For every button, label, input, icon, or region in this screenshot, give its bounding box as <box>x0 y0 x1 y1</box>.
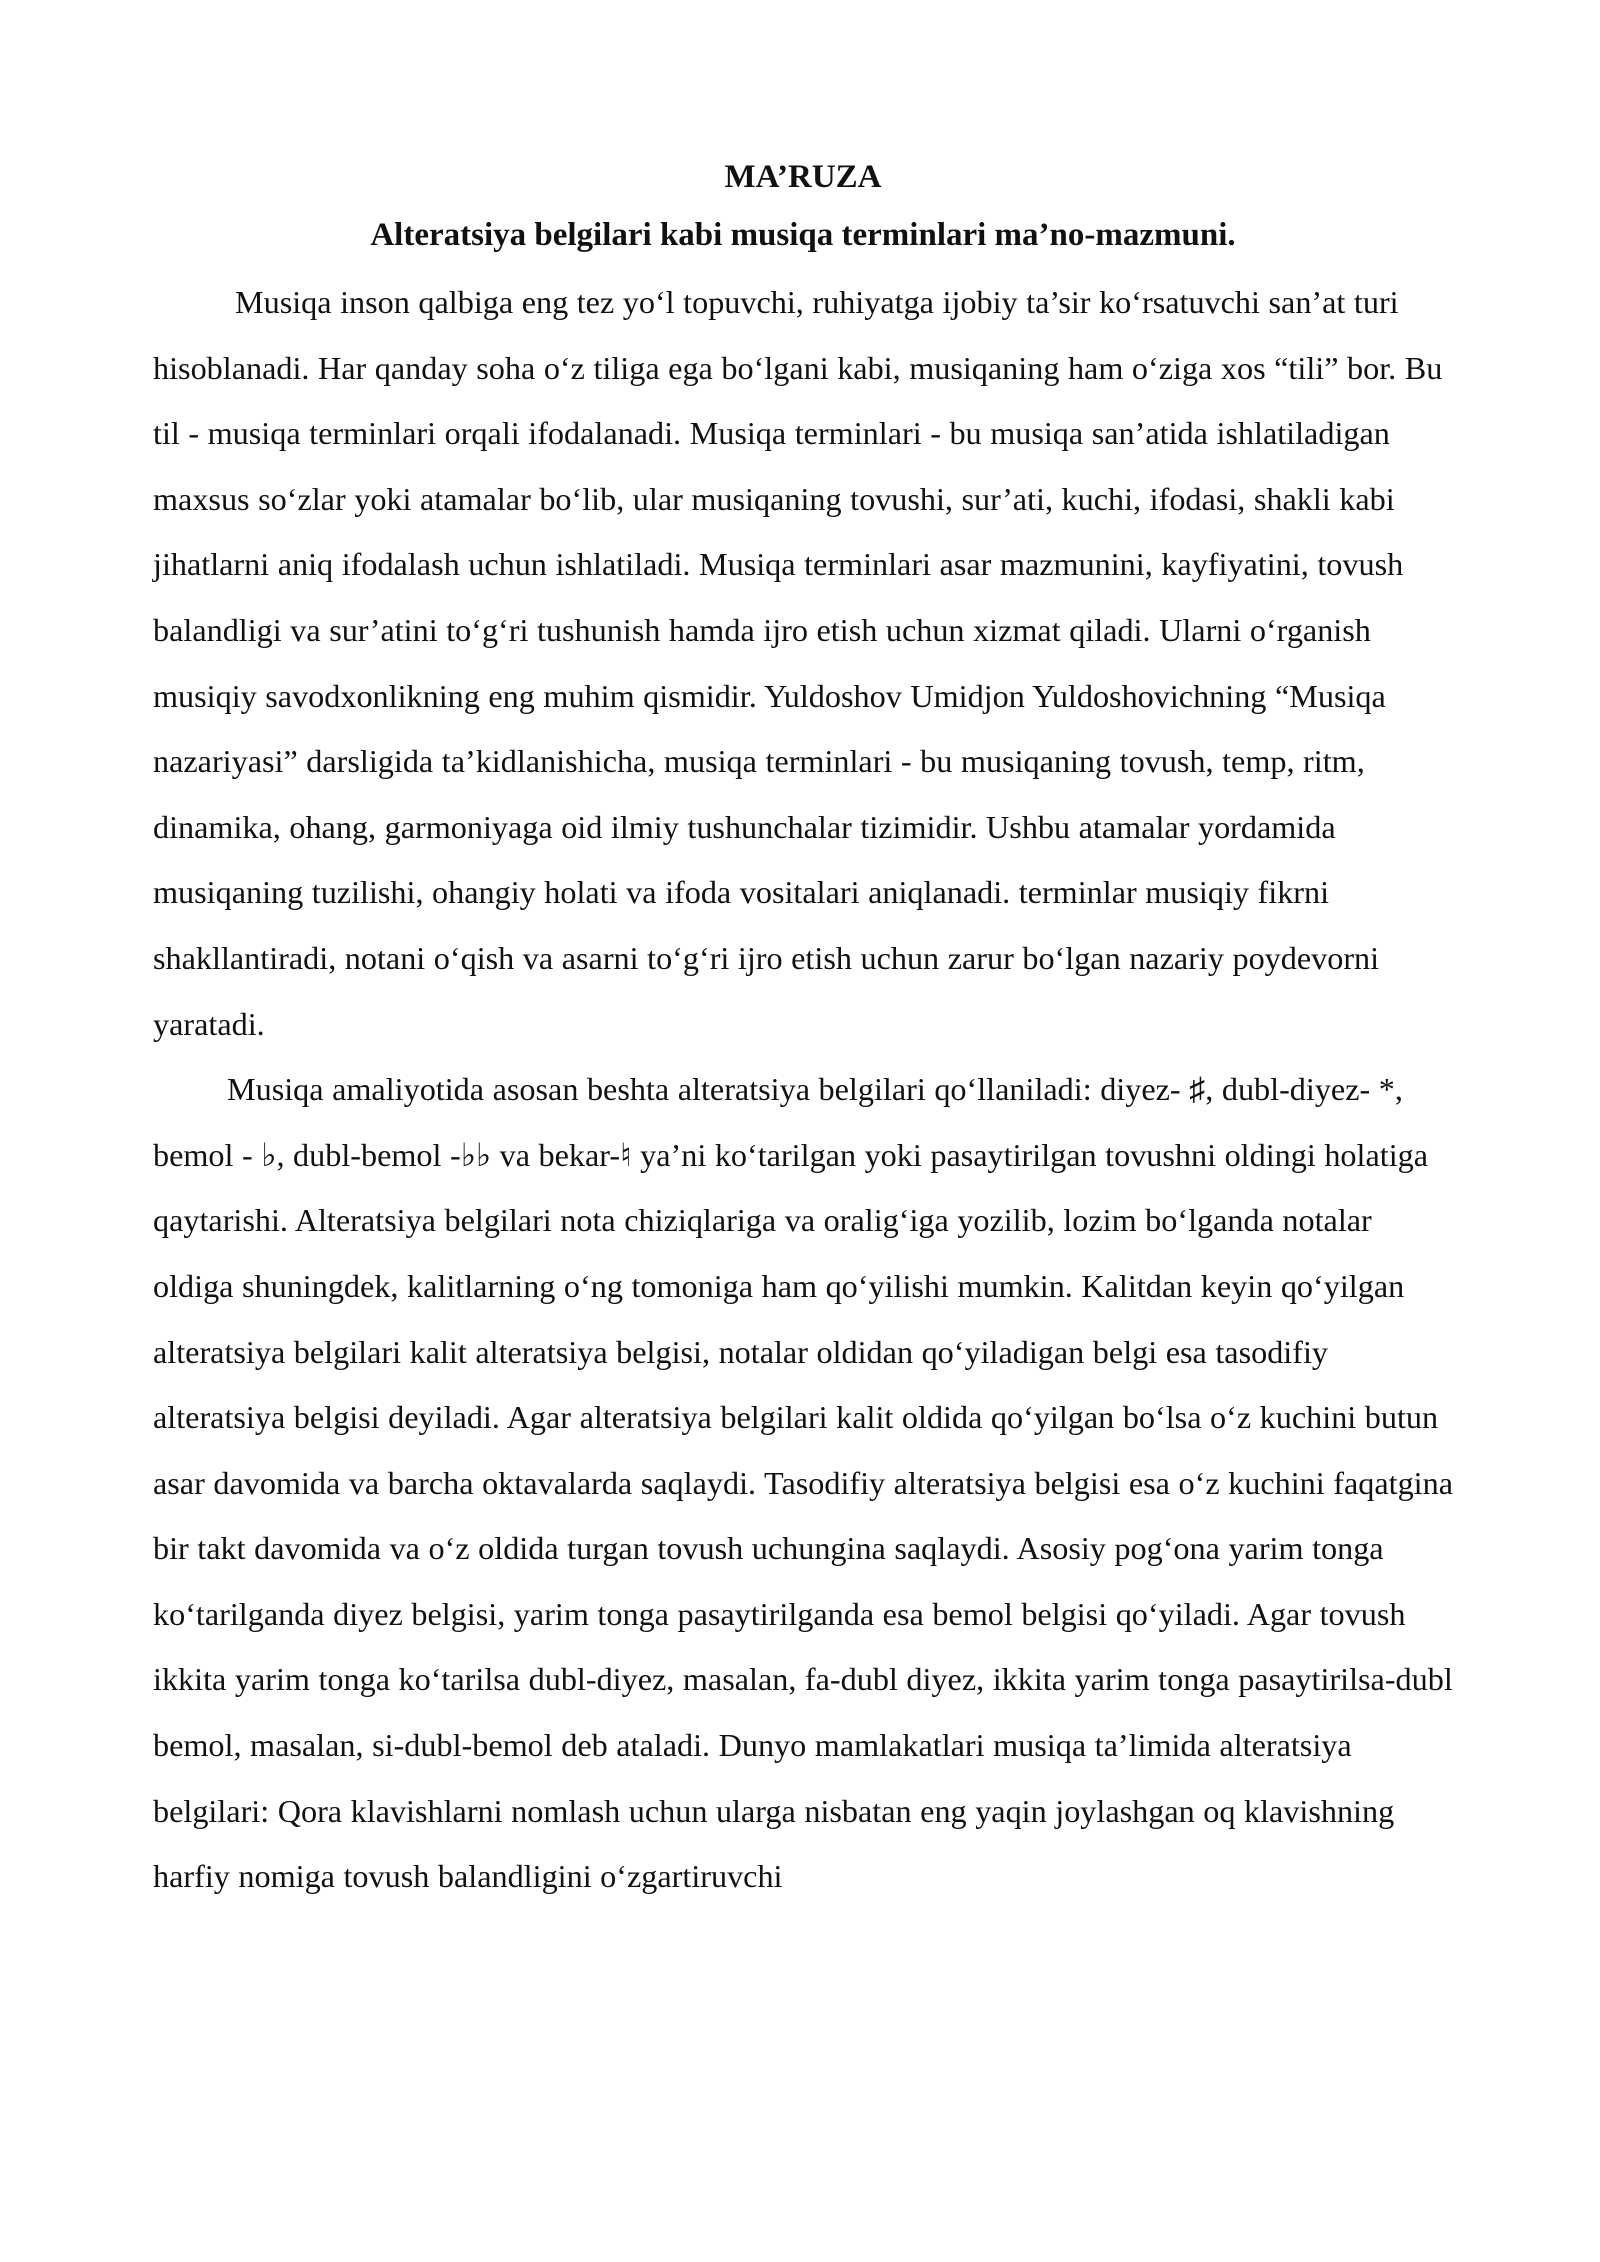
document-subtitle: Alteratsiya belgilari kabi musiqa terminlari ma’no-mazmuni. <box>370 217 1236 253</box>
document-title: MA’RUZA <box>724 159 882 195</box>
paragraph-intro: Musiqa inson qalbiga eng tez yoʻl topuvchi, ruhiyatga ijobiy ta’sir koʻrsatuvchi san’at turi hisoblanadi. Har qanday soha oʻz tiliga ega boʻlgani kabi, musiqaning ham oʻziga xos “tili” bor. Bu til - musiqa terminlari orqali ifodalanadi. Musiqa terminlari - bu musiqa san’atida ishlatiladigan maxsus soʻzlar yoki atamalar boʻlib, ular musiqaning tovushi, sur’ati, kuchi, ifodasi, shakli kabi jihatlarni aniq ifodalash uchun ishlatiladi. Musiqa terminlari asar mazmunini, kayfiyatini, tovush balandligi va sur’atini toʻgʻri tushunish hamda ijro etish uchun xizmat qiladi. Ularni oʻrganish musiqiy savodxonlikning eng muhim qismidir. Yuldoshov Umidjon Yuldoshovichning “Musiqa nazariyasi” darsligida ta’kidlanishicha, musiqa terminlari - bu musiqaning tovush, temp, ritm, dinamika, ohang, garmoniyaga oid ilmiy tushunchalar tizimidir. Ushbu atamalar yordamida musiqaning tuzilishi, ohangiy holati va ifoda vositalari aniqlanadi. terminlar musiqiy fikrni shakllantiradi, notani oʻqish va asarni toʻgʻri ijro etish uchun zarur boʻlgan nazariy poydevorni yaratadi. <box>153 284 1443 1042</box>
paragraph-alteration-signs: Musiqa amaliyotida asosan beshta alteratsiya belgilari qoʻllaniladi: diyez- ♯, dubl-diyez- *, bemol - ♭, dubl-bemol -♭♭ va bekar-♮ ya’ni koʻtarilgan yoki pasaytirilgan tovushni oldingi holatiga qaytarishi. Alteratsiya belgilari nota chiziqlariga va oraligʻiga yozilib, lozim boʻlganda notalar oldiga shuningdek, kalitlarning oʻng tomoniga ham qoʻyilishi mumkin. Kalitdan keyin qoʻyilgan alteratsiya belgilari kalit alteratsiya belgisi, notalar oldidan qoʻyiladigan belgi esa tasodifiy alteratsiya belgisi deyiladi. Agar alteratsiya belgilari kalit oldida qoʻyilgan boʻlsa oʻz kuchini butun asar davomida va barcha oktavalarda saqlaydi. Tasodifiy alteratsiya belgisi esa oʻz kuchini faqatgina bir takt davomida va oʻz oldida turgan tovush uchungina saqlaydi. Asosiy pogʻona yarim tonga koʻtarilganda diyez belgisi, yarim tonga pasaytirilganda esa bemol belgisi qoʻyiladi. Agar tovush ikkita yarim tonga koʻtarilsa dubl-diyez, masalan, fa-dubl diyez, ikkita yarim tonga pasaytirilsa-dubl bemol, masalan, si-dubl-bemol deb ataladi. Dunyo mamlakatlari musiqa ta’limida alteratsiya belgilari: Qora klavishlarni nomlash uchun ularga nisbatan eng yaqin joylashgan oq klavishning harfiy nomiga tovush balandligini oʻzgartiruvchi <box>153 1071 1453 1895</box>
document-body <box>153 148 1453 1910</box>
